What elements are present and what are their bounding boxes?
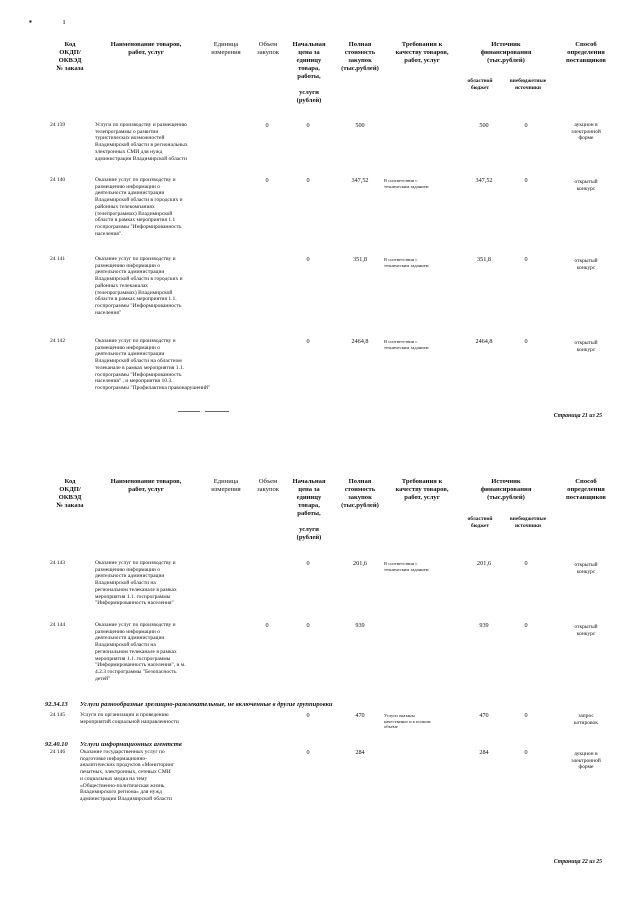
row-code: 24 144 — [50, 622, 66, 628]
header-requirements: Требования к качеству товаров, работ, услуг — [395, 41, 449, 64]
row-code: 24 142 — [50, 338, 66, 344]
header-unit: Единица измерения — [211, 41, 241, 56]
row-price: 0 — [306, 338, 310, 345]
row-name: Оказание услуг по производству и размещению информации о деятельности администрации Владимирской области в городских и районных телеканалах (телепрограммах) Владимирской области в рамках мероприятия 1.1. госпрограммы "Информированность населения" — [95, 256, 183, 316]
header-price: Начальная цена за единицу товара, работы, услуги (рублей) — [292, 41, 326, 104]
row-name: Оказание услуг по производству и размещению информации о деятельности администрации Владимирской области на областном телеканале в рамках мероприятия 1.1. госпрограммы "Информированность населения" , и мероприятия 10.3. госпрограммы "Профилактика правонарушений" — [95, 338, 211, 391]
row-name: Оказание услуг по производству и размещению информации о деятельности администрации Владимирской области на региональном телеканале в рамках мероприятия 1.1. госпрограммы "Информированность населения", и м. 4.2.3 госпрограммы "Безопасность детей" — [95, 622, 186, 682]
row-extra: 0 — [524, 122, 528, 129]
group-title: Услуги разнообразные зрелищно-развлекательные, не включенные в другие группировки — [80, 701, 333, 708]
row-name: Оказание услуг по производству и размещению информации о деятельности администрации Владимирской области на региональном телеканале в рамках мероприятия 1.1. госпрограммы "Информированность населения" — [95, 560, 177, 607]
row-code: 24 139 — [50, 122, 66, 128]
row-total: 500 — [355, 122, 365, 129]
row-requirements: В соответствии с техническим заданием — [384, 339, 429, 350]
header-volume: Объем закупок — [257, 478, 279, 493]
scan-mark: ı — [63, 17, 66, 26]
row-regional: 500 — [479, 122, 489, 129]
row-requirements: В соответствии с техническим заданием — [384, 561, 429, 572]
row-regional: 2464,8 — [475, 338, 493, 345]
row-regional: 939 — [479, 622, 489, 629]
row-price: 0 — [306, 622, 310, 629]
row-extra: 0 — [524, 256, 528, 263]
row-total: 351,8 — [353, 256, 367, 263]
header-code: Код ОКДП/ ОКВЭД № заказа — [56, 478, 84, 509]
page-footer: Страница 21 из 25 — [553, 413, 602, 419]
row-extra: 0 — [524, 338, 528, 345]
header-source: Источник финансирования (тыс.рублей) — [480, 41, 532, 64]
row-total: 201,6 — [353, 560, 367, 567]
row-volume: 0 — [265, 177, 269, 184]
row-requirements: В соответствии с техническим заданием — [384, 178, 429, 189]
header-method: Способ определения поставщиков — [566, 478, 606, 501]
scan-mark: ▪ — [29, 17, 32, 26]
row-method: открытый конкурс — [574, 624, 598, 637]
row-total: 470 — [355, 712, 365, 719]
row-method: аукцион в электронной форме — [571, 751, 601, 771]
row-price: 0 — [306, 122, 310, 129]
header-requirements: Требования к качеству товаров, работ, услуг — [395, 478, 449, 501]
group-title: Услуги информационных агентств — [80, 741, 182, 748]
row-extra: 0 — [524, 712, 528, 719]
row-name: Услуги по производству и размещению телепрограммы о развитии туристических возможностей Владимирской области в региональных электронных СМИ для нужд администрации Владимирской области — [95, 122, 188, 162]
row-code: 24 141 — [50, 256, 66, 262]
row-price: 0 — [306, 256, 310, 263]
row-regional: 347,52 — [475, 177, 493, 184]
row-total: 284 — [355, 749, 365, 756]
header-method: Способ определения поставщиков — [566, 41, 606, 64]
header-source: Источник финансирования (тыс.рублей) — [480, 478, 532, 501]
row-regional: 351,8 — [477, 256, 491, 263]
group-code: 92.40.10 — [45, 741, 68, 748]
header-name: Наименование товаров, работ, услуг — [110, 41, 182, 56]
row-name: Оказание государственных услуг по подготовке информационно- аналитических продуктов «Мониторинг печатных, электронных, сетевых СМИ и социальных медиа на тему «Общественно-политическая жизнь Владимирского региона» для нужд администрации Владимирской области — [80, 749, 175, 802]
header-volume: Объем закупок — [257, 41, 279, 56]
row-regional: 284 — [479, 749, 489, 756]
row-method: открытый конкурс — [574, 340, 598, 353]
header-total: Полная стоимость закупок (тыс.рублей) — [341, 478, 379, 509]
dash-line — [178, 411, 200, 412]
group-code: 92.34.13 — [45, 701, 68, 708]
header-total: Полная стоимость закупок (тыс.рублей) — [341, 41, 379, 72]
row-name: Услуги по организации и проведению мероприятий социальной направленности — [80, 712, 179, 725]
header-source-regional: областной бюджет — [467, 516, 493, 529]
row-volume: 0 — [265, 622, 269, 629]
row-requirements: В соответствии с техническим заданием — [384, 257, 429, 268]
row-method: открытый конкурс — [574, 562, 598, 575]
row-regional: 201,6 — [477, 560, 491, 567]
row-total: 939 — [355, 622, 365, 629]
row-extra: 0 — [524, 622, 528, 629]
page-footer: Страница 22 из 25 — [553, 859, 602, 865]
row-price: 0 — [306, 560, 310, 567]
row-code: 24 143 — [50, 560, 66, 566]
row-code: 24 146 — [50, 749, 66, 755]
row-method: аукцион в электронной форме — [571, 122, 601, 142]
row-code: 24 140 — [50, 177, 66, 183]
header-source-extra: внебюджетные источники — [509, 516, 547, 529]
row-total: 2464,8 — [351, 338, 369, 345]
row-requirements: Услуги оказаны качественно и в полном объеме — [384, 713, 431, 730]
row-extra: 0 — [524, 177, 528, 184]
header-unit: Единица измерения — [211, 478, 241, 493]
row-regional: 470 — [479, 712, 489, 719]
header-source-extra: внебюджетные источники — [509, 78, 547, 91]
row-extra: 0 — [524, 560, 528, 567]
row-method: открытый конкурс — [574, 258, 598, 271]
row-name: Оказание услуг по производству и размещению информации о деятельности администрации Владимирской области в городских и районных телекомпаниях (телепрограммах) Владимирской области в рамках мероприятия 1.1 госпрограммы "Информированность населения". — [95, 177, 183, 237]
row-price: 0 — [306, 712, 310, 719]
header-name: Наименование товаров, работ, услуг — [110, 478, 182, 493]
row-price: 0 — [306, 749, 310, 756]
row-price: 0 — [306, 177, 310, 184]
row-extra: 0 — [524, 749, 528, 756]
row-method: открытый конкурс — [574, 179, 598, 192]
header-price: Начальная цена за единицу товара, работы, услуги (рублей) — [292, 478, 326, 541]
row-method: запрос котировок — [574, 713, 598, 726]
row-total: 347,52 — [351, 177, 369, 184]
header-code: Код ОКДП/ ОКВЭД № заказа — [56, 41, 84, 72]
dash-line — [205, 411, 229, 412]
row-volume: 0 — [265, 122, 269, 129]
row-code: 24 145 — [50, 712, 66, 718]
header-source-regional: областной бюджет — [467, 78, 493, 91]
